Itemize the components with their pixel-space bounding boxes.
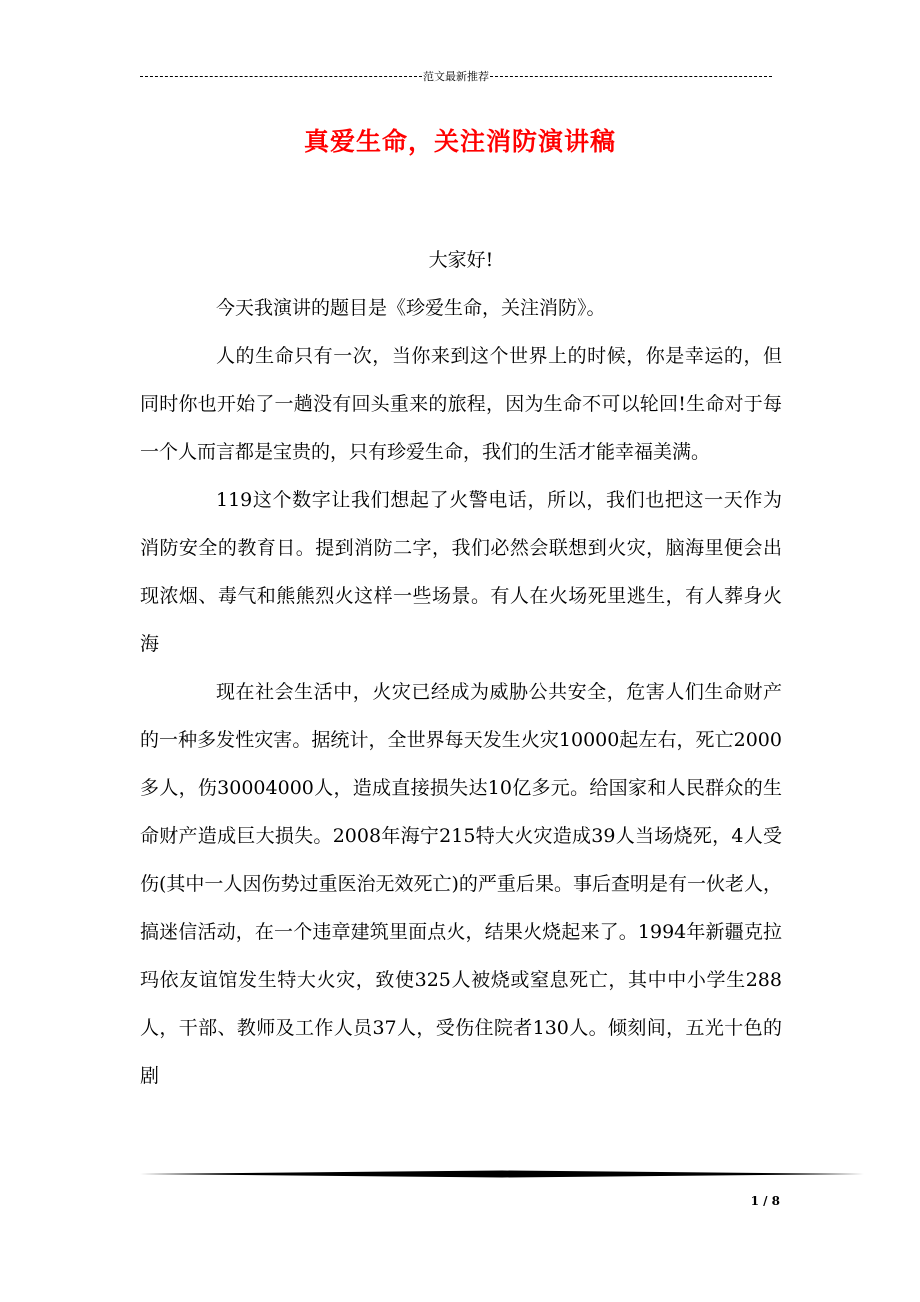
header-dash-left (140, 76, 422, 77)
page-number: 1 / 8 (750, 1194, 780, 1208)
header-dash-right (490, 76, 772, 77)
body-paragraph: 今天我演讲的题目是《珍爱生命，关注消防》。 (216, 297, 606, 319)
greeting-paragraph: 大家好! (428, 249, 494, 271)
document-title: 真爱生命，关注消防演讲稿 (303, 127, 616, 156)
page-header (140, 68, 772, 84)
footer-divider (140, 1170, 864, 1178)
body-paragraph: 人的生命只有一次，当你来到这个世界上的时候，你是幸运的，但同时你也开始了一趟没有回头重来的旅程，因为生命不可以轮回!生命对于每一个人而言都是宝贵的，只有珍爱生命，我们的生活才能幸福美满。 (140, 345, 782, 463)
body-paragraph: 现在社会生活中，火灾已经成为威胁公共安全，危害人们生命财产的一种多发性灾害。据统计，全世界每天发生火灾10000起左右，死亡2000多人，伤30004000人，造成直接损失达10亿多元。给国家和人民群众的生命财产造成巨大损失。2008年海宁215特大火灾造成39人当场烧死，4人受伤(其中一人因伤势过重医治无效死亡)的严重后果。事后查明是有一伙老人，搞迷信活动，在一个违章建筑里面点火，结果火烧起来了。1994年新疆克拉玛依友谊馆发生特大火灾，致使325人被烧或窒息死亡，其中中小学生288人，干部、教师及工作人员37人，受伤住院者130人。倾刻间，五光十色的剧 (140, 681, 782, 1087)
header-label: 范文最新推荐 (423, 70, 489, 83)
body-paragraph: 119这个数字让我们想起了火警电话，所以，我们也把这一天作为消防安全的教育日。提到消防二字，我们必然会联想到火灾，脑海里便会出现浓烟、毒气和熊熊烈火这样一些场景。有人在火场死里逃生，有人葬身火海 (140, 489, 782, 655)
document-body (140, 236, 782, 1100)
